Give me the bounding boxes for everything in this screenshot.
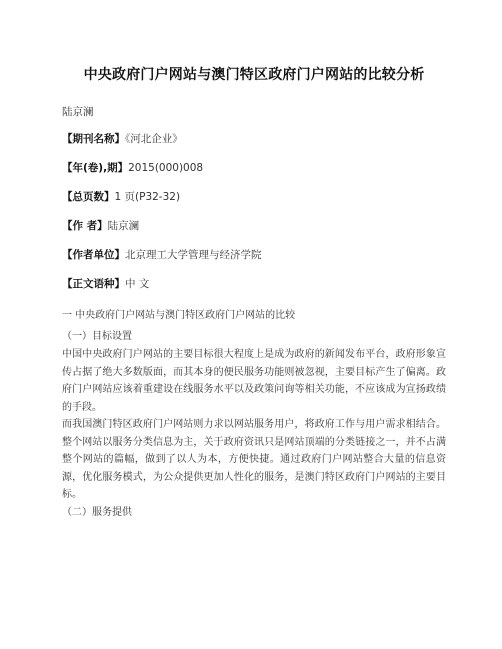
article-body (62, 307, 446, 521)
meta-value: 北京理工大学管理与经济学院 (125, 249, 262, 261)
meta-key: 【正文语种】 (62, 278, 125, 290)
meta-value: 1 页(P32-32) (114, 191, 181, 203)
paragraph: 中国中央政府门户网站的主要目标很大程度上是成为政府的新闻发布平台，政府形象宣传占据了绝大多数版面，而其本身的便民服务功能则被忽视，主要目标产生了偏离。政府门户网站应该着重建设在线服务水平以及政策问询等相关功能，不应该成为宣扬政绩的手段。 (62, 349, 446, 413)
article-author: 陆京澜 (62, 106, 94, 118)
meta-key: 【期刊名称】 (62, 133, 125, 145)
meta-value: 陆京澜 (107, 220, 140, 232)
article-title: 中央政府门户网站与澳门特区政府门户网站的比较分析 (83, 67, 425, 83)
meta-value: 《河北企业》 (125, 133, 183, 145)
meta-author (62, 219, 446, 233)
meta-pages (62, 190, 446, 204)
subsection-heading: （二）服务提供 (62, 506, 132, 518)
meta-language (62, 277, 446, 291)
meta-affiliation (62, 248, 446, 262)
meta-journal (62, 132, 446, 146)
meta-key: 【总页数】 (62, 191, 115, 203)
meta-volume-issue (62, 161, 446, 175)
paragraph: 而我国澳门特区政府门户网站则力求以网站服务用户，将政府工作与用户需求相结合。整个网站以服务分类信息为主，关于政府资讯只是网站顶端的分类链接之一，并不占满整个网站的篇幅，做到了以人为本，方便快捷。通过政府门户网站整合大量的信息资源，优化服务模式，为公众提供更加人性化的服务，是澳门特区政府门户网站的主要目标。 (62, 419, 446, 500)
section-heading: 一 中央政府门户网站与澳门特区政府门户网站的比较 (62, 310, 296, 321)
metadata-block (62, 132, 446, 291)
subsection-heading: （一）目标设置 (62, 330, 132, 342)
meta-key: 【作 者】 (62, 220, 108, 232)
meta-key: 【年(卷),期】 (62, 162, 129, 174)
meta-key: 【作者单位】 (62, 249, 125, 261)
meta-value: 中 文 (125, 278, 150, 290)
meta-value: 2015(000)008 (128, 162, 204, 174)
